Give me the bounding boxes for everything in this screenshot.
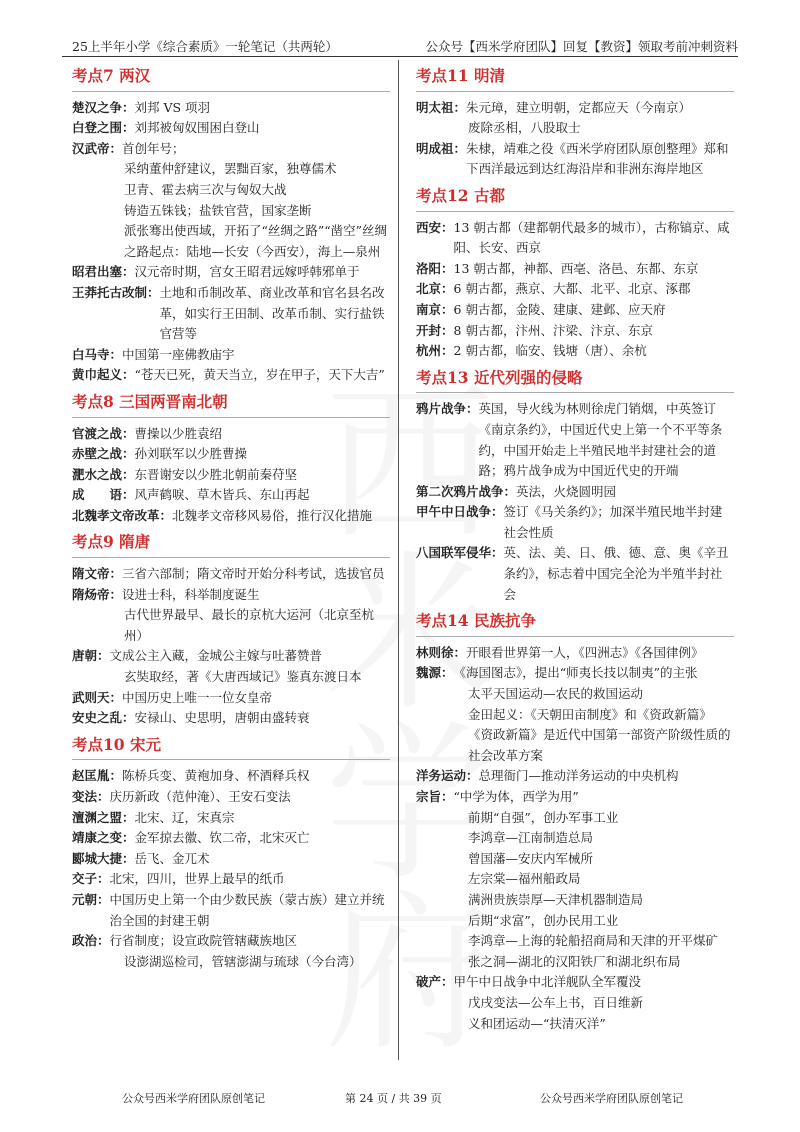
section-title: 考点8 三国两晋南北朝 <box>72 386 390 418</box>
note-text: 2 朝古都，临安、钱塘（唐）、余杭 <box>453 343 647 359</box>
column-divider <box>398 60 399 1060</box>
note-text: 太平天国运动—农民的救国运动 <box>468 686 644 702</box>
note-row <box>72 424 390 445</box>
note-text: 《海国图志》，提出“师夷长技以制夷”的主张 <box>453 665 698 681</box>
note-text: 朱元璋，建立明朝，定都应天（今南京） <box>466 99 692 115</box>
note-text: 北宋、辽，宋真宗 <box>134 809 235 825</box>
note-text: 北魏孝文帝移风易俗，推行汉化措施 <box>172 507 373 523</box>
note-label: 汉武帝： <box>72 140 123 156</box>
note-label: 林则徐： <box>416 644 467 660</box>
section-title: 考点9 隋唐 <box>72 526 390 558</box>
note-text: 东晋谢安以少胜北朝前秦苻坚 <box>134 466 298 482</box>
note-label: 安史之乱： <box>72 710 135 726</box>
note-label: 白马寺： <box>72 346 123 362</box>
note-text: 金田起义：《天朝田亩制度》和《资政新篇》 <box>468 706 712 722</box>
note-label: 鸦片战争： <box>416 401 479 417</box>
note-row <box>416 849 734 870</box>
footer-left: 公众号西米学府团队原创笔记 <box>122 1092 265 1105</box>
section-title: 考点12 古都 <box>416 180 734 212</box>
note-label: 武则天： <box>72 689 123 705</box>
note-text: 岳飞、金兀术 <box>134 850 210 866</box>
note-row <box>72 345 390 366</box>
note-row <box>416 890 734 911</box>
note-row <box>416 663 734 684</box>
note-text: 中国历史上唯一一位女皇帝 <box>122 689 273 705</box>
note-row <box>416 321 734 342</box>
note-row <box>416 869 734 890</box>
note-row <box>416 766 734 787</box>
note-text: 签订《马关条约》；加深半殖民地半封建社会性质 <box>503 504 723 540</box>
note-label: 赤壁之战： <box>72 446 135 462</box>
section-title: 考点11 明清 <box>416 64 734 92</box>
note-row <box>416 259 734 280</box>
note-label: 明成祖： <box>416 140 467 156</box>
note-text: 废除丞相，八股取士 <box>468 120 581 136</box>
note-label: 政治： <box>72 933 110 949</box>
note-row <box>416 218 734 259</box>
note-text: “苍天已死，黄天当立，岁在甲子，天下大吉” <box>134 367 385 383</box>
note-text: 6 朝古都，金陵、建康、建邺、应天府 <box>453 301 666 317</box>
note-row <box>72 952 390 973</box>
note-row <box>416 911 734 932</box>
page-number: 第 24 页 / 共 39 页 <box>345 1092 442 1105</box>
note-text: 英法，火烧圆明园 <box>516 483 617 499</box>
note-row <box>416 725 734 766</box>
note-label: 魏源： <box>416 665 454 681</box>
note-label: 澶渊之盟： <box>72 809 135 825</box>
note-text: 刘邦被匈奴围困白登山 <box>134 120 260 136</box>
note-row <box>416 643 734 664</box>
note-row <box>416 502 734 543</box>
note-row <box>72 180 390 201</box>
note-text: 8 朝古都，汴州、汴梁、汴京、东京 <box>453 322 653 338</box>
note-row <box>416 993 734 1014</box>
note-text: 朱棣，靖难之役《西米学府团队原创整理》郑和下西洋最远到达红海沿岸和非洲东海岸地区 <box>466 140 729 177</box>
note-label: 赵匡胤： <box>72 768 123 784</box>
note-row <box>416 705 734 726</box>
note-row <box>416 139 734 180</box>
note-text: 设进士科，科举制度诞生 <box>122 586 260 602</box>
note-row <box>416 828 734 849</box>
note-label: 唐朝： <box>72 648 110 664</box>
note-row <box>416 482 734 503</box>
note-text: 英国，导火线为林则徐虎门销烟，中英签订《南京条约》，中国近代史上第一个不平等条约，中国开始走上半殖民地半封建社会的道路；鸦片战争成为中国近代史的开端 <box>478 401 723 479</box>
note-row <box>72 506 390 527</box>
note-text: 13 朝古都（建都朝代最多的城市），古称镐京、咸阳、长安、西京 <box>453 219 730 256</box>
note-row <box>416 787 734 808</box>
note-label: 洛阳： <box>416 260 454 276</box>
note-row <box>416 279 734 300</box>
note-text: 中国历史上第一个由少数民族（蒙古族）建立并统治全国的封建王朝 <box>109 891 385 928</box>
note-label: 成 语： <box>72 487 135 503</box>
note-text: 后期“求富”，创办民用工业 <box>468 912 619 928</box>
note-label: 隋炀帝： <box>72 586 123 602</box>
note-text: 文成公主入藏，金城公主嫁与吐蕃赞普 <box>109 648 323 664</box>
note-text: 总理衙门—推动洋务运动的中央机构 <box>478 768 679 784</box>
note-text: 安禄山、史思明，唐朝由盛转衰 <box>134 710 310 726</box>
note-label: 南京： <box>416 301 454 317</box>
note-label: 破产： <box>416 974 454 990</box>
note-text: 6 朝古都，燕京、大都、北平、北京、涿郡 <box>453 281 691 297</box>
note-text: 风声鹤唳、草木皆兵、东山再起 <box>134 487 310 503</box>
note-text: 开眼看世界第一人，《四洲志》《各国律例》 <box>466 644 704 660</box>
note-text: “中学为体，西学为用” <box>453 789 579 804</box>
note-row <box>72 98 390 119</box>
note-row <box>72 646 390 667</box>
note-text: 李鸿章—上海的轮船招商局和天津的开平煤矿 <box>468 933 719 949</box>
section-title: 考点10 宋元 <box>72 729 390 761</box>
left-column <box>72 64 390 972</box>
note-row <box>72 849 390 870</box>
note-label: 北魏孝文帝改革： <box>72 507 173 523</box>
note-row <box>416 98 734 119</box>
note-row <box>72 890 390 931</box>
note-text: 左宗棠—福州船政局 <box>468 871 581 887</box>
note-row <box>416 543 734 605</box>
note-label: 靖康之变： <box>72 830 135 846</box>
note-text: 金军掠去徽、钦二帝，北宋灭亡 <box>134 830 310 846</box>
note-row <box>416 118 734 139</box>
note-row <box>72 708 390 729</box>
section-title: 考点14 民族抗争 <box>416 605 734 637</box>
note-text: 汉元帝时期，宫女王昭君远嫁呼韩邪单于 <box>134 264 360 280</box>
right-column <box>416 64 734 1034</box>
note-label: 杭州： <box>416 343 454 359</box>
note-row <box>416 399 734 481</box>
footer-right: 公众号西米学府团队原创笔记 <box>540 1092 683 1105</box>
note-label: 淝水之战： <box>72 466 135 482</box>
note-row <box>72 667 390 688</box>
page-header <box>62 34 738 57</box>
note-text: 甲午中日战争中北洋舰队全军覆没 <box>453 974 642 990</box>
header-right: 公众号【西米学府团队】回复【教资】领取考前冲刺资料 <box>425 39 738 54</box>
note-row <box>72 365 390 386</box>
note-row <box>416 808 734 829</box>
note-text: 铸造五铢钱；盐铁官营，国家垄断 <box>124 202 312 218</box>
note-text: 李鸿章—江南制造总局 <box>468 830 594 846</box>
note-row <box>416 931 734 952</box>
note-text: 卫青、霍去病三次与匈奴大战 <box>124 181 287 197</box>
note-row <box>72 118 390 139</box>
note-text: 曹操以少胜袁绍 <box>134 425 223 441</box>
note-label: 八国联军侵华： <box>416 545 504 561</box>
note-row <box>416 684 734 705</box>
note-row <box>72 585 390 606</box>
note-row <box>72 444 390 465</box>
note-text: 古代世界最早、最长的京杭大运河（北京至杭州） <box>124 607 375 643</box>
note-text: 庆历新政（范仲淹）、王安石变法 <box>109 789 291 804</box>
note-row <box>416 972 734 993</box>
note-text: 戊戌变法—公车上书，百日维新 <box>468 994 644 1010</box>
note-text: 土地和币制改革、商业改革和官名县名改革，如实行王田制、改革币制、实行盐铁官营等 <box>159 284 385 342</box>
note-label: 交子： <box>72 871 110 887</box>
note-label: 甲午中日战争： <box>416 504 504 520</box>
note-row <box>72 828 390 849</box>
note-row <box>72 262 390 283</box>
note-label: 王莽托古改制： <box>72 284 160 300</box>
note-row <box>72 139 390 160</box>
note-text: 三省六部制；隋文帝时开始分科考试，选拔官员 <box>122 566 385 582</box>
note-label: 明太祖： <box>416 99 467 115</box>
note-row <box>72 869 390 890</box>
note-label: 郾城大捷： <box>72 850 135 866</box>
note-row <box>72 221 390 262</box>
note-row <box>416 1014 734 1035</box>
note-row <box>72 283 390 345</box>
note-label: 黄巾起义： <box>72 367 135 383</box>
note-label: 开封： <box>416 322 454 338</box>
note-row <box>72 564 390 585</box>
section-title: 考点13 近代列强的侵略 <box>416 362 734 394</box>
header-left: 25上半年小学《综合素质》一轮笔记（共两轮） <box>72 39 338 54</box>
note-text: 设澎湖巡检司，管辖澎湖与琉球（今台湾） <box>124 953 362 969</box>
note-text: 英、法、美、日、俄、德、意、奥《辛丑条约》，标志着中国完全沦为半殖半封社会 <box>503 545 729 602</box>
note-row <box>72 605 390 646</box>
note-row <box>72 688 390 709</box>
section-title: 考点7 两汉 <box>72 64 390 92</box>
note-text: 13 朝古都，神都、西亳、洛邑、东都、东京 <box>453 260 699 276</box>
note-row <box>72 485 390 506</box>
note-label: 变法： <box>72 789 110 804</box>
note-label: 西安： <box>416 219 454 235</box>
note-row <box>72 465 390 486</box>
note-text: 北宋，四川，世界上最早的纸币 <box>109 871 285 887</box>
note-label: 白登之围： <box>72 120 135 136</box>
note-text: 张之洞—湖北的汉阳铁厂和湖北织布局 <box>468 953 681 969</box>
note-row <box>72 201 390 222</box>
note-text: 义和团运动—“扶清灭洋” <box>468 1015 606 1031</box>
note-text: 孙刘联军以少胜曹操 <box>134 446 248 462</box>
note-row <box>416 300 734 321</box>
note-label: 隋文帝： <box>72 566 123 582</box>
note-text: 《资政新篇》是近代中国第一部资产阶级性质的社会改革方案 <box>468 727 731 763</box>
note-label: 宗旨： <box>416 789 454 804</box>
note-text: 派张骞出使西域，开拓了“丝绸之路”“凿空”丝绸之路起点：陆地—长安（今西安），海上—泉州 <box>124 223 388 259</box>
note-text: 陈桥兵变、黄袍加身、杯酒释兵权 <box>122 768 310 784</box>
note-label: 元朝： <box>72 891 110 907</box>
note-row <box>72 159 390 180</box>
note-label: 楚汉之争： <box>72 99 135 115</box>
note-text: 玄奘取经，著《大唐西域记》鉴真东渡日本 <box>124 669 362 685</box>
note-row <box>72 787 390 808</box>
note-row <box>72 931 390 952</box>
note-text: 行省制度；设宣政院管辖藏族地区 <box>109 933 298 949</box>
note-label: 洋务运动： <box>416 768 479 784</box>
note-text: 采纳董仲舒建议，罢黜百家，独尊儒术 <box>124 161 337 177</box>
note-row <box>72 808 390 829</box>
note-label: 昭君出塞： <box>72 264 135 280</box>
note-text: 满洲贵族崇厚—天津机器制造局 <box>468 891 644 907</box>
note-row <box>416 341 734 362</box>
note-label: 北京： <box>416 281 454 297</box>
note-row <box>416 952 734 973</box>
note-text: 刘邦 VS 项羽 <box>134 99 211 115</box>
note-text: 中国第一座佛教庙宇 <box>122 346 235 362</box>
note-text: 曾国藩—安庆内军械所 <box>468 850 594 866</box>
note-label: 第二次鸦片战争： <box>416 483 517 499</box>
note-text: 首创年号； <box>122 140 185 156</box>
note-label: 官渡之战： <box>72 425 135 441</box>
note-row <box>72 766 390 787</box>
note-text: 前期“自强”，创办军事工业 <box>468 809 619 825</box>
